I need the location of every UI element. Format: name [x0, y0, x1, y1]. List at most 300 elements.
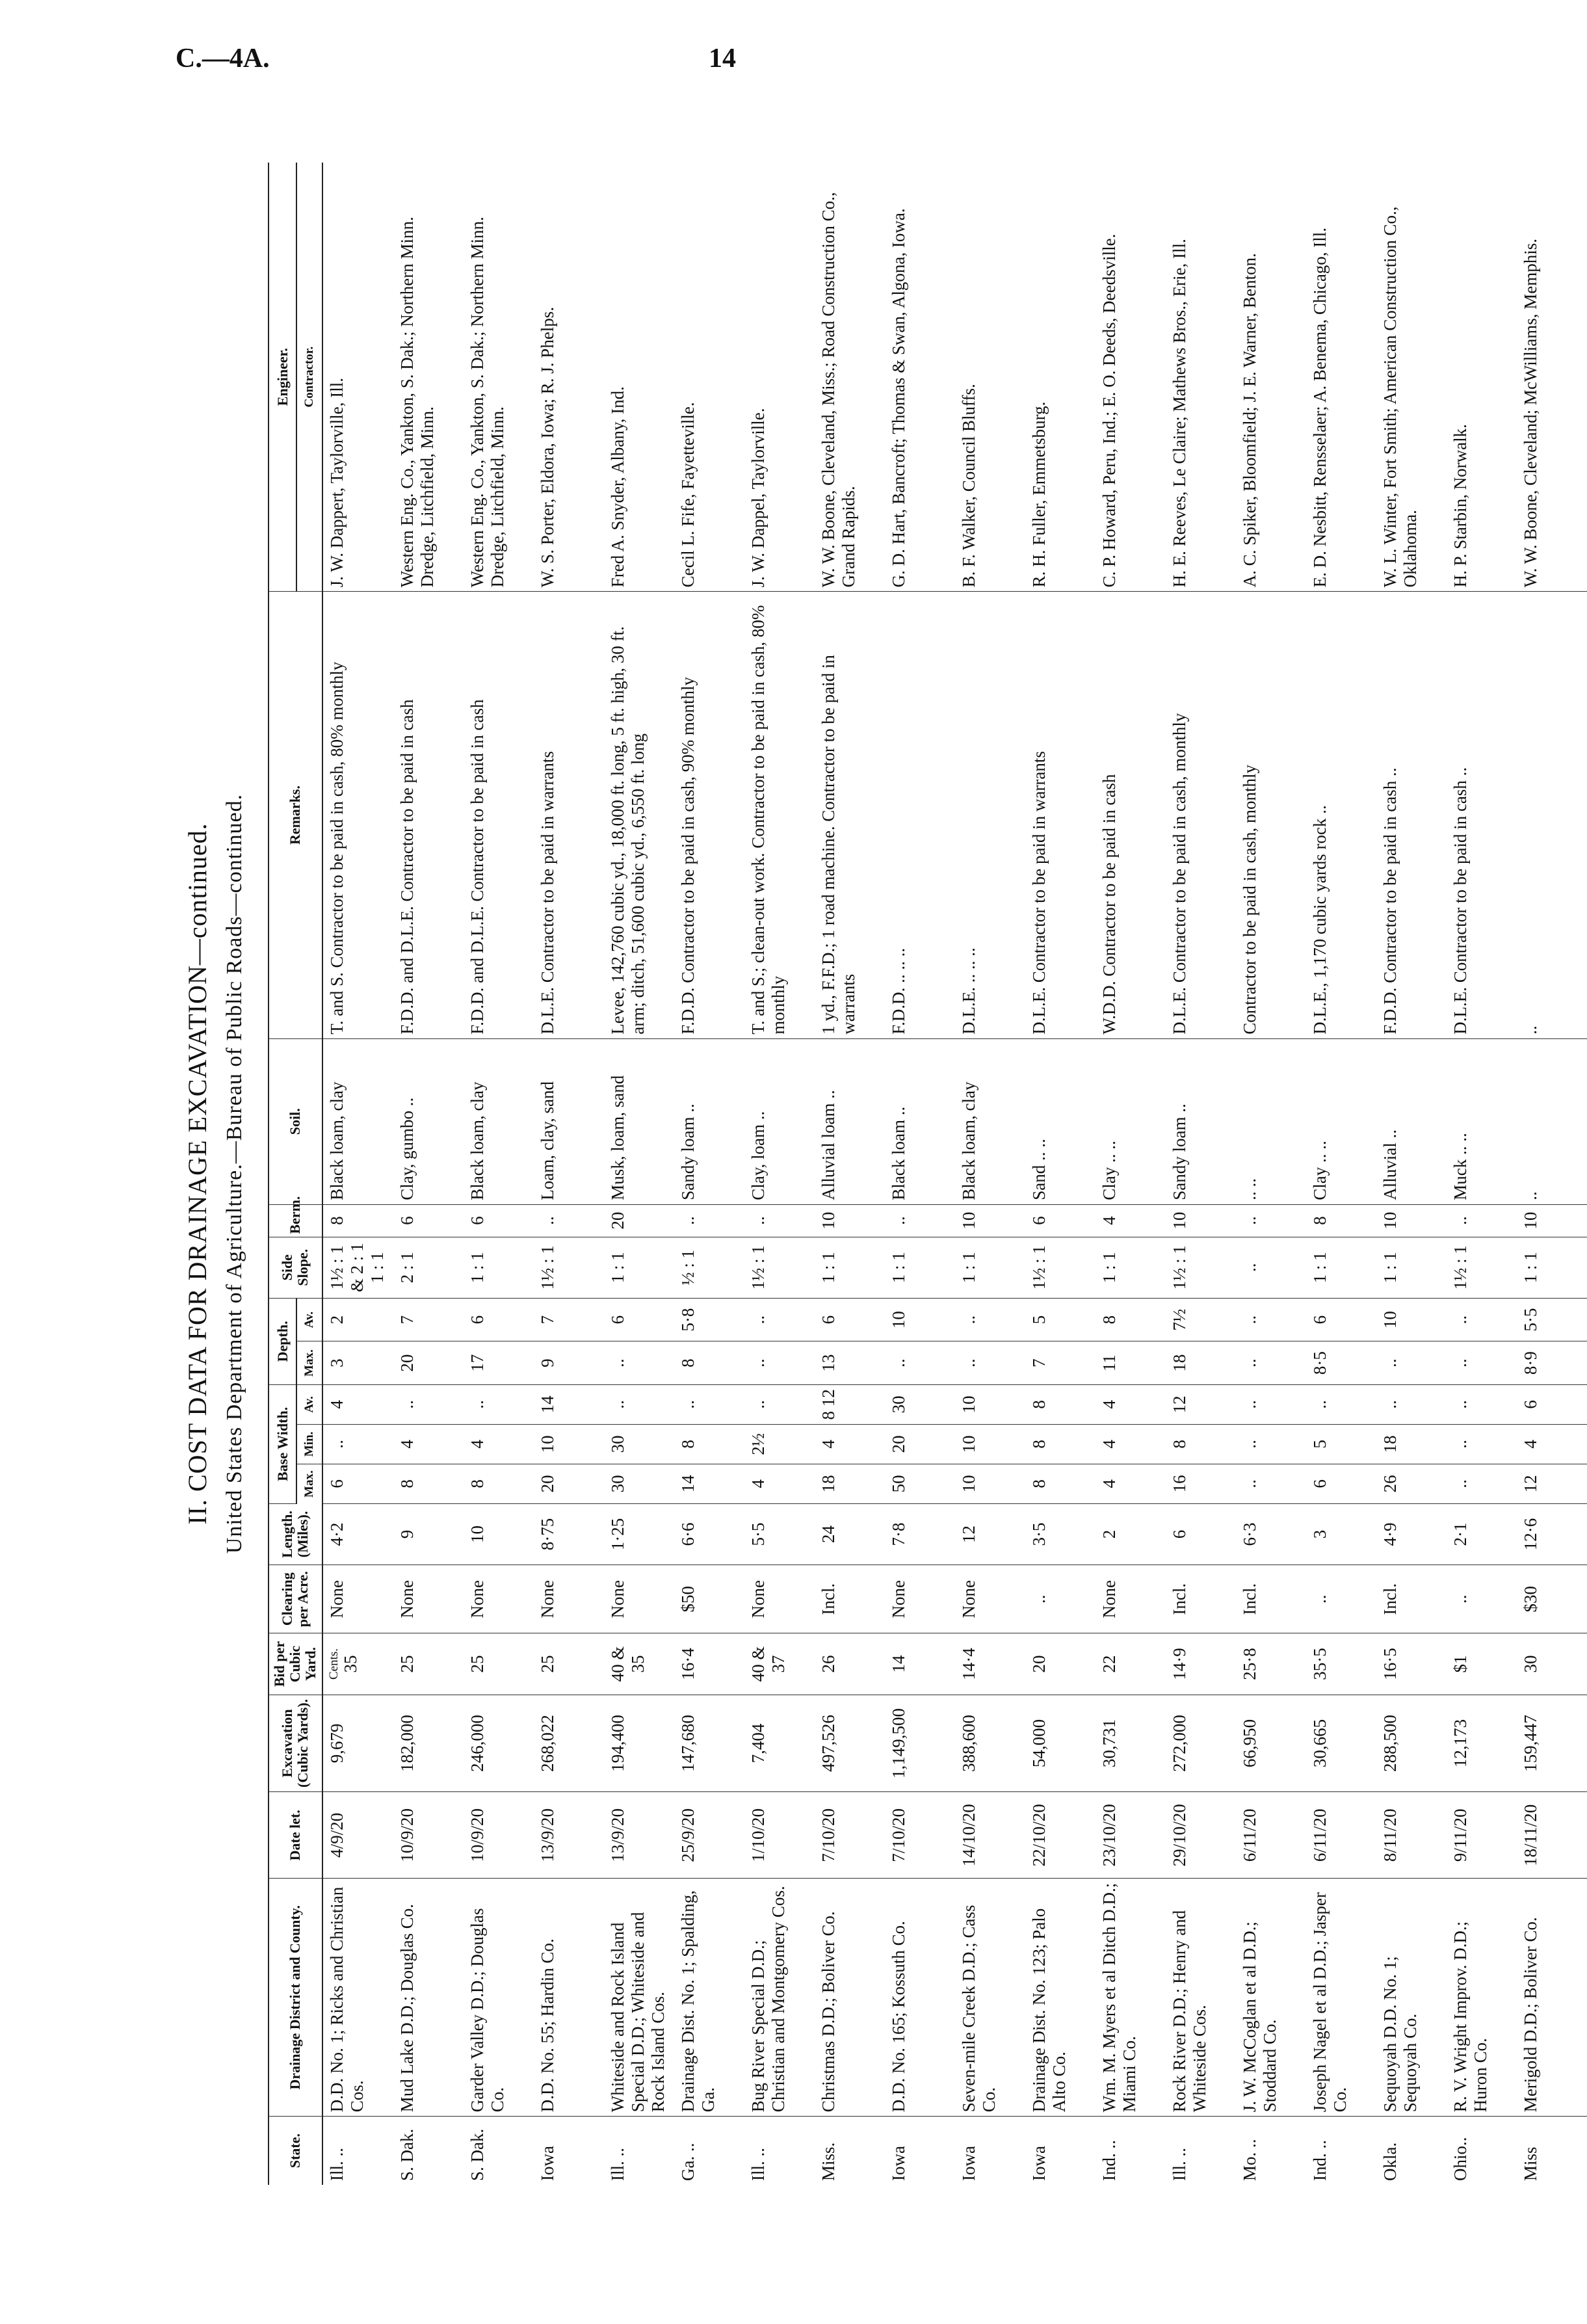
- cell-engineer: W. S. Porter, Eldora, Iowa; R. J. Phelps.: [534, 163, 604, 592]
- cell-engineer: R. H. Fuller, Emmetsburg.: [1025, 163, 1095, 592]
- cell-d-av: 7: [393, 1298, 464, 1341]
- cell-slope: 1 : 1: [1517, 1237, 1587, 1298]
- cell-district: Seven-mile Creek D.D.; Cass Co.: [955, 1879, 1025, 2117]
- cell-soil: Clay, loam ..: [744, 1038, 815, 1204]
- cell-state: Iowa: [888, 2146, 908, 2181]
- table-row: [1236, 163, 1306, 2185]
- table-row: [744, 163, 815, 2185]
- cell-remarks: F.D.D. Contractor to be paid in cash, 90% monthly: [674, 592, 744, 1038]
- cell-bw-max: 8: [1025, 1464, 1095, 1503]
- cell-bid: 40 & 35: [604, 1633, 674, 1695]
- cell-bw-min: 8: [1025, 1424, 1095, 1464]
- col-date: Date let.: [269, 1792, 322, 1879]
- cell-bid: 14: [885, 1633, 955, 1695]
- cell-district: Drainage Dist. No. 123; Palo Alto Co.: [1025, 1879, 1095, 2117]
- cell-excavation: 288,500: [1376, 1695, 1447, 1792]
- cell-excavation: 1,149,500: [885, 1695, 955, 1792]
- cell-slope: ..: [1236, 1237, 1306, 1298]
- cell-d-av: 2: [322, 1298, 393, 1341]
- cell-soil: Clay, gumbo ..: [393, 1038, 464, 1204]
- cell-soil: Alluvial ..: [1376, 1038, 1447, 1204]
- cell-soil: .. ..: [1236, 1038, 1306, 1204]
- cell-slope: 1½ : 1: [1447, 1237, 1517, 1298]
- cell-length: 3: [1306, 1503, 1376, 1565]
- cell-district: J. W. McCoglan et al D.D.; Stoddard Co.: [1236, 1879, 1306, 2117]
- cell-d-av: 5: [1025, 1298, 1095, 1341]
- col-soil: Soil.: [269, 1038, 322, 1204]
- table-row: [464, 163, 534, 2185]
- cell-bw-av: ..: [1447, 1384, 1517, 1424]
- cell-berm: 10: [1517, 1204, 1587, 1237]
- cell-d-av: 10: [1376, 1298, 1447, 1341]
- cell-remarks: T. and S. Contractor to be paid in cash, 80% monthly: [322, 592, 393, 1038]
- cell-excavation: 30,665: [1306, 1695, 1376, 1792]
- cell-bw-av: ..: [464, 1384, 534, 1424]
- col-contractor: Contractor.: [296, 163, 322, 592]
- cell-bw-max: 16: [1166, 1464, 1236, 1503]
- cell-bw-max: 26: [1376, 1464, 1447, 1503]
- cell-length: 4·9: [1376, 1503, 1447, 1565]
- cell-berm: 10: [815, 1204, 885, 1237]
- cell-state: Ill. ..: [326, 2148, 347, 2181]
- col-district: Drainage District and County.: [269, 1879, 322, 2117]
- cell-date: 6/11/20: [1306, 1792, 1376, 1879]
- cell-date: 18/11/20: [1517, 1792, 1587, 1879]
- cell-bw-av: ..: [1376, 1384, 1447, 1424]
- cell-excavation: 246,000: [464, 1695, 534, 1792]
- col-engineer: Engineer.: [269, 163, 296, 592]
- cell-bw-av: 8: [1025, 1384, 1095, 1424]
- cell-berm: 10: [1376, 1204, 1447, 1237]
- cell-state: Ind. ..: [1309, 2140, 1330, 2181]
- cell-remarks: 1 yd., F.F.D.; 1 road machine. Contractor to be paid in warrants: [815, 592, 885, 1038]
- cell-clearing: None: [604, 1565, 674, 1633]
- cell-berm: ..: [1447, 1204, 1517, 1237]
- cell-length: 6: [1166, 1503, 1236, 1565]
- cell-state: S. Dak.: [397, 2128, 417, 2181]
- cell-bid: $1: [1447, 1633, 1517, 1695]
- col-remarks: Remarks.: [269, 592, 322, 1038]
- cell-bw-max: 14: [674, 1464, 744, 1503]
- cell-engineer: Western Eng. Co., Yankton, S. Dak.; Northern Minn. Dredge, Litchfield, Minn.: [393, 163, 464, 592]
- cell-engineer: Western Eng. Co., Yankton, S. Dak.; Northern Minn. Dredge, Litchfield, Minn.: [464, 163, 534, 592]
- cell-date: 10/9/20: [464, 1792, 534, 1879]
- cell-bw-min: 20: [885, 1424, 955, 1464]
- cell-slope: 1 : 1: [955, 1237, 1025, 1298]
- cell-remarks: Contractor to be paid in cash, monthly: [1236, 592, 1306, 1038]
- cell-bw-av: 30: [885, 1384, 955, 1424]
- cell-bw-av: 6: [1517, 1384, 1587, 1424]
- cell-remarks: F.D.D. .. .. ..: [885, 592, 955, 1038]
- cell-d-av: 7½: [1166, 1298, 1236, 1341]
- table-row: [1376, 163, 1447, 2185]
- table-row: [674, 163, 744, 2185]
- cell-bw-min: 2½: [744, 1424, 815, 1464]
- cell-bid: 35·5: [1306, 1633, 1376, 1695]
- cell-bw-min: 4: [815, 1424, 885, 1464]
- cell-d-av: ..: [744, 1298, 815, 1341]
- cell-remarks: F.D.D. and D.L.E. Contractor to be paid in cash: [393, 592, 464, 1038]
- cell-bw-av: 14: [534, 1384, 604, 1424]
- cell-d-max: 8: [674, 1341, 744, 1385]
- cell-engineer: H. P. Starbin, Norwalk.: [1447, 163, 1517, 592]
- col-depth: Depth.: [269, 1298, 296, 1384]
- cell-slope: 1 : 1: [885, 1237, 955, 1298]
- cell-length: 12·6: [1517, 1503, 1587, 1565]
- cell-excavation: 388,600: [955, 1695, 1025, 1792]
- cell-soil: Clay .. ..: [1095, 1038, 1166, 1204]
- col-berm: Berm.: [269, 1204, 322, 1237]
- cell-engineer: E. D. Nesbitt, Rensselaer; A. Benema, Chicago, Ill.: [1306, 163, 1376, 592]
- cell-slope: 1½ : 1: [534, 1237, 604, 1298]
- cell-clearing: None: [955, 1565, 1025, 1633]
- cell-bid: 20: [1025, 1633, 1095, 1695]
- cell-slope: 1½ : 1 & 2 : 1 1 : 1: [322, 1237, 393, 1298]
- cell-date: 23/10/20: [1095, 1792, 1166, 1879]
- cell-slope: 1 : 1: [604, 1237, 674, 1298]
- cell-remarks: D.L.E. Contractor to be paid in warrants: [1025, 592, 1095, 1038]
- cell-bw-av: ..: [393, 1384, 464, 1424]
- cell-bw-min: 30: [604, 1424, 674, 1464]
- cell-district: Drainage Dist. No. 1; Spalding, Ga.: [674, 1879, 744, 2117]
- table-row: [393, 163, 464, 2185]
- cell-clearing: None: [322, 1565, 393, 1633]
- cell-date: 29/10/20: [1166, 1792, 1236, 1879]
- cell-slope: 1½ : 1: [1166, 1237, 1236, 1298]
- table-row: [1306, 163, 1376, 2185]
- cell-district: R. V. Wright Improv. D.D.; Huron Co.: [1447, 1879, 1517, 2117]
- cell-soil: Sandy loam ..: [674, 1038, 744, 1204]
- table-row: [604, 163, 674, 2185]
- cell-length: 1·25: [604, 1503, 674, 1565]
- table-row: [885, 163, 955, 2185]
- cell-d-av: 5·8: [674, 1298, 744, 1341]
- cell-state: Iowa: [1029, 2146, 1049, 2181]
- cell-bw-max: ..: [1236, 1464, 1306, 1503]
- cell-d-max: 11: [1095, 1341, 1166, 1385]
- cell-district: D.D. No. 1; Ricks and Christian Cos.: [322, 1879, 393, 2117]
- cell-remarks: Levee, 142,760 cubic yd., 18,000 ft. long, 5 ft. high, 30 ft. arm; ditch, 51,600 cubic yd., 6,550 ft. long: [604, 592, 674, 1038]
- cell-berm: ..: [744, 1204, 815, 1237]
- table-row: [1166, 163, 1236, 2185]
- cell-date: 13/9/20: [534, 1792, 604, 1879]
- cell-slope: 2 : 1: [393, 1237, 464, 1298]
- cell-excavation: 268,022: [534, 1695, 604, 1792]
- cell-date: 13/9/20: [604, 1792, 674, 1879]
- cell-bid: 25·8: [1236, 1633, 1306, 1695]
- cell-berm: 6: [464, 1204, 534, 1237]
- cell-district: Christmas D.D.; Boliver Co.: [815, 1879, 885, 2117]
- cell-clearing: None: [744, 1565, 815, 1633]
- cell-clearing: Incl.: [1376, 1565, 1447, 1633]
- table-row: [322, 163, 393, 2185]
- cell-bw-av: 10: [955, 1384, 1025, 1424]
- cell-berm: 10: [955, 1204, 1025, 1237]
- cell-remarks: D.L.E. Contractor to be paid in cash ..: [1447, 592, 1517, 1038]
- cell-state: Iowa: [537, 2146, 557, 2181]
- cell-d-max: 13: [815, 1341, 885, 1385]
- cell-length: 8·75: [534, 1503, 604, 1565]
- cell-bid: 25: [464, 1633, 534, 1695]
- cell-d-max: ..: [1376, 1341, 1447, 1385]
- cell-engineer: Fred A. Snyder, Albany, Ind.: [604, 163, 674, 592]
- cell-bw-min: 5: [1306, 1424, 1376, 1464]
- cell-clearing: None: [393, 1565, 464, 1633]
- cell-date: 22/10/20: [1025, 1792, 1095, 1879]
- cell-bw-max: 12: [1517, 1464, 1587, 1503]
- cell-d-max: 9: [534, 1341, 604, 1385]
- cell-bw-max: 20: [534, 1464, 604, 1503]
- col-clearing: Clearing per Acre.: [269, 1565, 322, 1633]
- cell-soil: Sand .. ..: [1025, 1038, 1095, 1204]
- cell-excavation: 9,679: [322, 1695, 393, 1792]
- cell-d-max: 18: [1166, 1341, 1236, 1385]
- cell-bw-min: ..: [1447, 1424, 1517, 1464]
- cell-engineer: W. L. Winter, Fort Smith; American Construction Co., Oklahoma.: [1376, 163, 1447, 592]
- table-row: [1095, 163, 1166, 2185]
- table-row: [534, 163, 604, 2185]
- cell-d-av: 6: [464, 1298, 534, 1341]
- table-row: [955, 163, 1025, 2185]
- cell-state: Ohio..: [1450, 2137, 1470, 2181]
- cell-engineer: J. W. Dappel, Taylorville.: [744, 163, 815, 592]
- cell-d-max: ..: [885, 1341, 955, 1385]
- cell-state: Miss: [1520, 2146, 1540, 2181]
- cell-excavation: 54,000: [1025, 1695, 1095, 1792]
- cell-berm: 8: [322, 1204, 393, 1237]
- cell-date: 4/9/20: [322, 1792, 393, 1879]
- cell-bw-min: ..: [322, 1424, 393, 1464]
- table-row: [815, 163, 885, 2185]
- col-base-width: Base Width.: [269, 1384, 296, 1503]
- cell-bw-min: 10: [534, 1424, 604, 1464]
- cell-bid: 16·4: [674, 1633, 744, 1695]
- cell-remarks: D.L.E. .. .. ..: [955, 592, 1025, 1038]
- cell-slope: ½ : 1: [674, 1237, 744, 1298]
- cell-engineer: G. D. Hart, Bancroft; Thomas & Swan, Algona, Iowa.: [885, 163, 955, 592]
- cell-excavation: 12,173: [1447, 1695, 1517, 1792]
- cell-excavation: 66,950: [1236, 1695, 1306, 1792]
- cell-slope: 1 : 1: [815, 1237, 885, 1298]
- cell-bw-av: 4: [322, 1384, 393, 1424]
- cost-data-table: [268, 163, 1540, 2185]
- cell-berm: ..: [674, 1204, 744, 1237]
- cell-bid: 16·5: [1376, 1633, 1447, 1695]
- cell-district: Mud Lake D.D.; Douglas Co.: [393, 1879, 464, 2117]
- cell-district: Sequoyah D.D. No. 1; Sequoyah Co.: [1376, 1879, 1447, 2117]
- cell-slope: 1 : 1: [1376, 1237, 1447, 1298]
- cell-length: 5·5: [744, 1503, 815, 1565]
- cell-date: 10/9/20: [393, 1792, 464, 1879]
- cell-excavation: 147,680: [674, 1695, 744, 1792]
- cell-remarks: D.L.E. Contractor to be paid in warrants: [534, 592, 604, 1038]
- cell-state: S. Dak.: [467, 2128, 487, 2181]
- cell-bw-av: ..: [604, 1384, 674, 1424]
- cell-state: Ind. ..: [1099, 2140, 1119, 2181]
- cell-d-av: 6: [815, 1298, 885, 1341]
- cell-clearing: ..: [1447, 1565, 1517, 1633]
- cell-bw-min: 8: [674, 1424, 744, 1464]
- cell-district: Whiteside and Rock Island Special D.D.; Whiteside and Rock Island Cos.: [604, 1879, 674, 2117]
- cell-soil: Black loam ..: [885, 1038, 955, 1204]
- cell-state: Miss.: [818, 2142, 838, 2181]
- cell-bw-max: 8: [464, 1464, 534, 1503]
- cell-state: Ill. ..: [1169, 2148, 1189, 2181]
- cell-d-max: 20: [393, 1341, 464, 1385]
- page-header-left: C.—4A.: [176, 44, 270, 73]
- cell-slope: 1 : 1: [464, 1237, 534, 1298]
- cell-bw-max: 6: [322, 1464, 393, 1503]
- cell-soil: Loam, clay, sand: [534, 1038, 604, 1204]
- cell-d-av: ..: [1236, 1298, 1306, 1341]
- cell-length: 10: [464, 1503, 534, 1565]
- cell-d-av: 6: [1306, 1298, 1376, 1341]
- table-row: [1517, 163, 1587, 2185]
- cell-district: Garder Valley D.D.; Douglas Co.: [464, 1879, 534, 2117]
- col-excavation: Excavation (Cubic Yards).: [269, 1695, 322, 1792]
- cell-bw-max: 18: [815, 1464, 885, 1503]
- cell-state: Mo. ..: [1239, 2139, 1259, 2181]
- cell-bw-min: 18: [1376, 1424, 1447, 1464]
- cell-district: D.D. No. 55; Hardin Co.: [534, 1879, 604, 2117]
- col-bw-av: Av.: [296, 1384, 322, 1424]
- cell-bid: 25: [534, 1633, 604, 1695]
- cell-berm: 8: [1306, 1204, 1376, 1237]
- cell-date: 7/10/20: [815, 1792, 885, 1879]
- cell-d-av: ..: [955, 1298, 1025, 1341]
- cell-bid: 14·4: [955, 1633, 1025, 1695]
- cell-d-max: 17: [464, 1341, 534, 1385]
- cell-engineer: J. W. Dappert, Taylorville, Ill.: [322, 163, 393, 592]
- cell-soil: Sandy loam ..: [1166, 1038, 1236, 1204]
- cell-bw-min: 4: [1517, 1424, 1587, 1464]
- cell-bw-av: 12: [1166, 1384, 1236, 1424]
- cell-bid: 25: [393, 1633, 464, 1695]
- cell-engineer: H. E. Reeves, Le Claire; Mathews Bros., Erie, Ill.: [1166, 163, 1236, 592]
- cell-district: Joseph Nagel et al D.D.; Jasper Co.: [1306, 1879, 1376, 2117]
- cell-district: Bug River Special D.D.; Christian and Montgomery Cos.: [744, 1879, 815, 2117]
- col-bw-min: Min.: [296, 1424, 322, 1464]
- cell-d-av: ..: [1447, 1298, 1517, 1341]
- cell-length: 9: [393, 1503, 464, 1565]
- cents-label: Cents.: [326, 1648, 341, 1680]
- cell-soil: ..: [1517, 1038, 1587, 1204]
- cell-bid: 14·9: [1166, 1633, 1236, 1695]
- cell-length: 24: [815, 1503, 885, 1565]
- cell-remarks: W.D.D. Contractor to be paid in cash: [1095, 592, 1166, 1038]
- table-subtitle: United States Department of Agriculture.—Bureau of Public Roads—continued.: [222, 793, 246, 1554]
- table-title: II. COST DATA FOR DRAINAGE EXCAVATION—continued.: [183, 823, 212, 1525]
- cell-engineer: Cecil L. Fife, Fayetteville.: [674, 163, 744, 592]
- cell-clearing: None: [464, 1565, 534, 1633]
- cell-remarks: F.D.D. Contractor to be paid in cash ..: [1376, 592, 1447, 1038]
- cell-engineer: W. W. Boone, Cleveland, Miss.; Road Construction Co., Grand Rapids.: [815, 163, 885, 592]
- cell-soil: Black loam, clay: [464, 1038, 534, 1204]
- cell-bid: 22: [1095, 1633, 1166, 1695]
- cell-district: Merigold D.D.; Boliver Co.: [1517, 1879, 1587, 2117]
- cell-length: 7·8: [885, 1503, 955, 1565]
- cell-district: Wm. M. Myers et al Ditch D.D.; Miami Co.: [1095, 1879, 1166, 2117]
- cell-engineer: A. C. Spiker, Bloomfield; J. E. Warner, Benton.: [1236, 163, 1306, 592]
- cell-d-max: ..: [1236, 1341, 1306, 1385]
- cell-excavation: 30,731: [1095, 1695, 1166, 1792]
- cell-clearing: Incl.: [1166, 1565, 1236, 1633]
- cell-berm: 20: [604, 1204, 674, 1237]
- cell-length: 2·1: [1447, 1503, 1517, 1565]
- cell-district: D.D. No. 165; Kossuth Co.: [885, 1879, 955, 2117]
- page-number: 14: [709, 44, 736, 73]
- cell-bw-max: 4: [744, 1464, 815, 1503]
- cell-date: 14/10/20: [955, 1792, 1025, 1879]
- cell-date: 6/11/20: [1236, 1792, 1306, 1879]
- table-row: [1447, 163, 1517, 2185]
- cell-d-max: ..: [744, 1341, 815, 1385]
- cell-slope: 1 : 1: [1306, 1237, 1376, 1298]
- cell-clearing: $50: [674, 1565, 744, 1633]
- cell-soil: Musk, loam, sand: [604, 1038, 674, 1204]
- cell-soil: Clay .. ..: [1306, 1038, 1376, 1204]
- cell-engineer: C. P. Howard, Peru, Ind.; E. O. Deeds, Deedsville.: [1095, 163, 1166, 592]
- cell-d-max: 8·9: [1517, 1341, 1587, 1385]
- cell-state: Iowa: [958, 2146, 978, 2181]
- cell-bw-min: ..: [1236, 1424, 1306, 1464]
- cell-bw-min: 4: [464, 1424, 534, 1464]
- cell-bw-max: 4: [1095, 1464, 1166, 1503]
- cell-excavation: 159,447: [1517, 1695, 1587, 1792]
- cell-date: 7/10/20: [885, 1792, 955, 1879]
- cell-bw-max: 6: [1306, 1464, 1376, 1503]
- cell-clearing: Incl.: [815, 1565, 885, 1633]
- table-row: [1025, 163, 1095, 2185]
- cell-clearing: ..: [1306, 1565, 1376, 1633]
- col-state: State.: [269, 2117, 322, 2185]
- col-bw-max: Max.: [296, 1464, 322, 1503]
- cell-district: Rock River D.D.; Henry and Whiteside Cos.: [1166, 1879, 1236, 2117]
- col-d-av: Av.: [296, 1298, 322, 1341]
- cell-bw-max: ..: [1447, 1464, 1517, 1503]
- cell-length: 6·6: [674, 1503, 744, 1565]
- rotated-table-page: [170, 163, 1540, 2185]
- cell-date: 8/11/20: [1376, 1792, 1447, 1879]
- cell-bw-av: 8 12: [815, 1384, 885, 1424]
- cell-bid: 40 & 37: [744, 1633, 815, 1695]
- cell-excavation: 497,526: [815, 1695, 885, 1792]
- cell-bw-max: 30: [604, 1464, 674, 1503]
- cell-berm: ..: [885, 1204, 955, 1237]
- cell-engineer: W. W. Boone, Cleveland; McWilliams, Memphis.: [1517, 163, 1587, 592]
- cell-clearing: ..: [1025, 1565, 1095, 1633]
- cell-excavation: 7,404: [744, 1695, 815, 1792]
- cell-value: 35: [341, 1655, 361, 1673]
- col-d-max: Max.: [296, 1341, 322, 1385]
- cell-d-av: 7: [534, 1298, 604, 1341]
- cell-state: Okla.: [1380, 2142, 1400, 2181]
- cell-state: Ga. ..: [677, 2143, 698, 2181]
- table-body: [322, 163, 1587, 2185]
- cell-soil: Black loam, clay: [322, 1038, 393, 1204]
- cell-remarks: F.D.D. and D.L.E. Contractor to be paid in cash: [464, 592, 534, 1038]
- cell-state: Ill. ..: [607, 2148, 627, 2181]
- cell-clearing: None: [534, 1565, 604, 1633]
- cell-bw-av: ..: [744, 1384, 815, 1424]
- cell-bw-max: 50: [885, 1464, 955, 1503]
- cell-bw-min: 4: [1095, 1424, 1166, 1464]
- cell-soil: Alluvial loam ..: [815, 1038, 885, 1204]
- cell-length: 12: [955, 1503, 1025, 1565]
- cell-berm: ..: [1236, 1204, 1306, 1237]
- cell-excavation: 182,000: [393, 1695, 464, 1792]
- cell-d-av: 5·5: [1517, 1298, 1587, 1341]
